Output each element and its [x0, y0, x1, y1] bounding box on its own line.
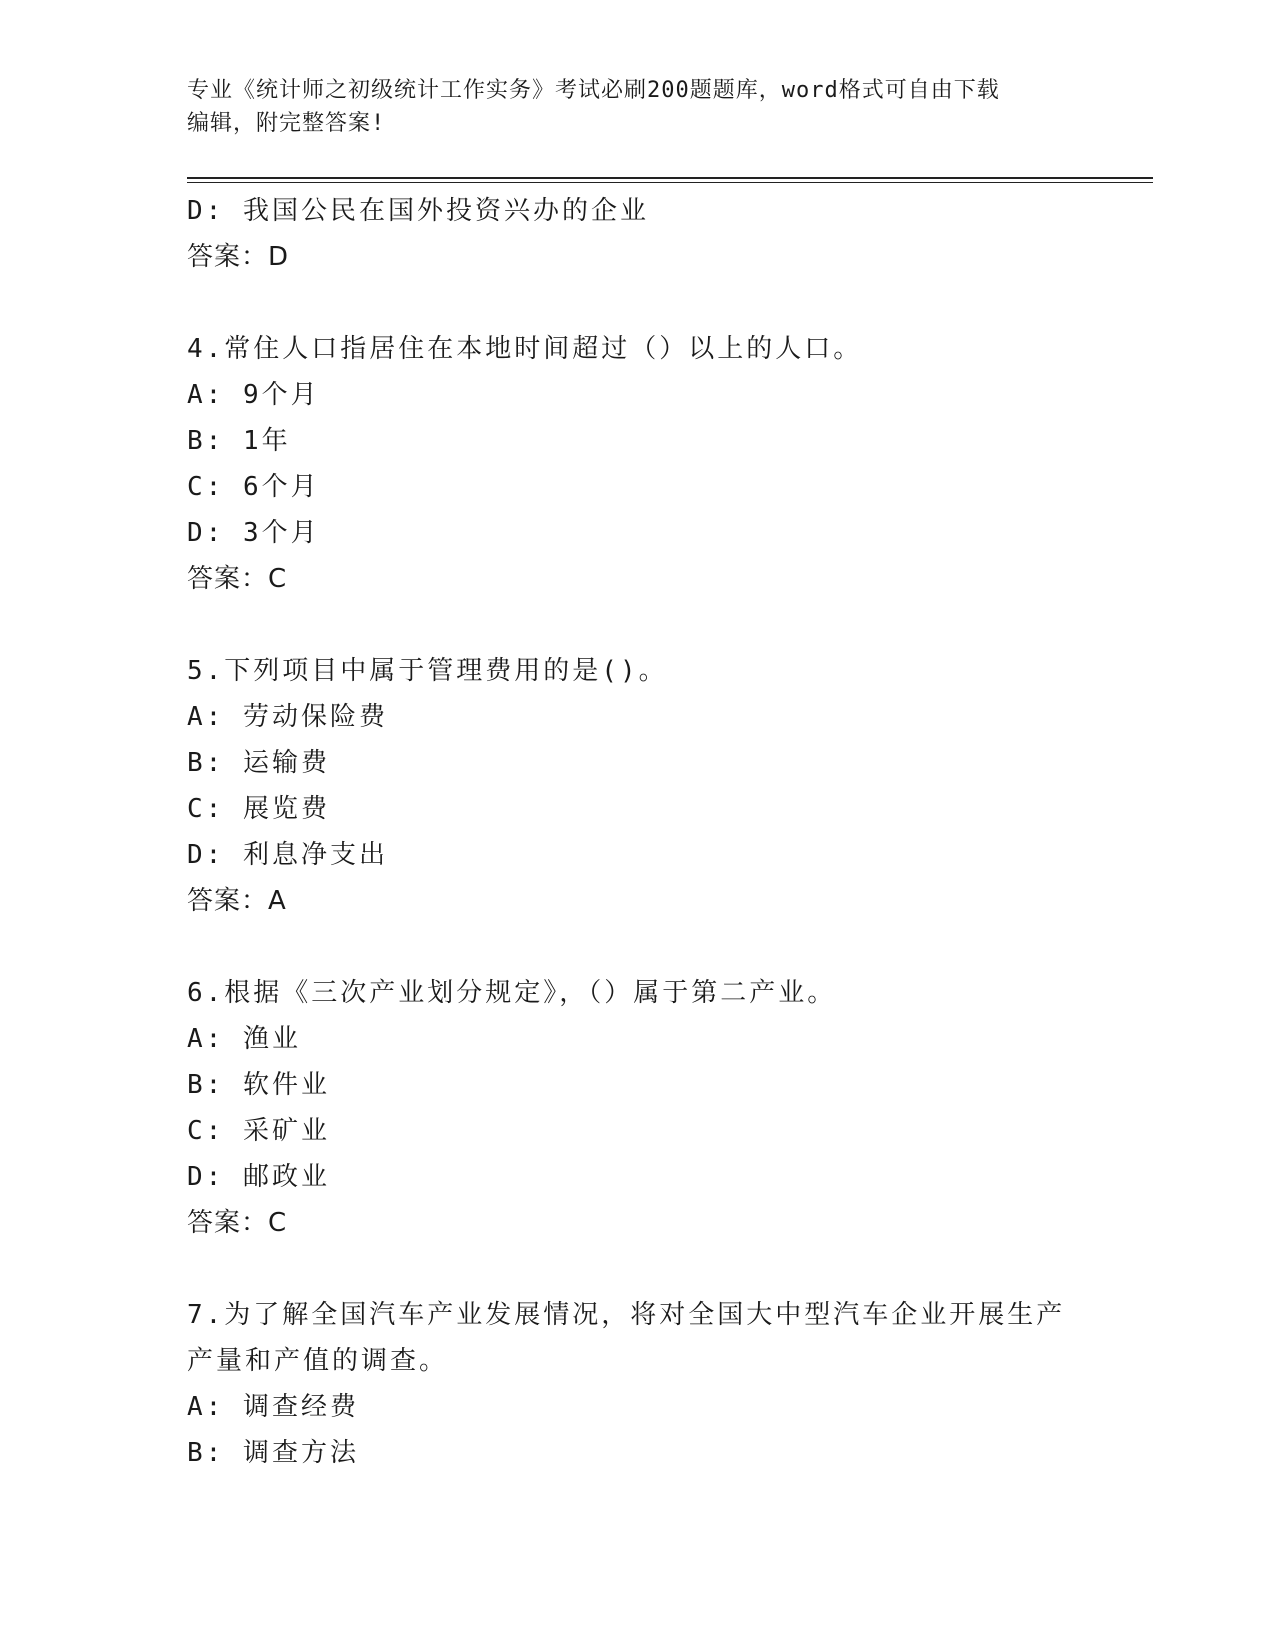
option-a: A: 渔业: [187, 1024, 301, 1054]
option-b: B: 调查方法: [187, 1438, 359, 1468]
option-d: D: 邮政业: [187, 1162, 330, 1192]
option-c: C: 采矿业: [187, 1116, 330, 1146]
header-line-2: 编辑，附完整答案!: [187, 111, 386, 136]
question-text: 4.常住人口指居住在本地时间超过（）以上的人口。: [187, 334, 863, 364]
question-block-3: [187, 188, 1087, 280]
question-text: 5.下列项目中属于管理费用的是()。: [187, 656, 668, 686]
option-a: A: 9个月: [187, 380, 320, 410]
option-b: B: 1年: [187, 426, 291, 456]
option-a: A: 调查经费: [187, 1392, 359, 1422]
option-b: B: 软件业: [187, 1070, 330, 1100]
answer-line: 答案：A: [187, 886, 287, 916]
header-line-1: 专业《统计师之初级统计工作实务》考试必刷200题题库，word格式可自由下载: [187, 78, 1000, 103]
option-a: A: 劳动保险费: [187, 702, 388, 732]
answer-line: 答案：D: [187, 242, 290, 272]
question-text: 6.根据《三次产业划分规定》，（）属于第二产业。: [187, 978, 837, 1008]
option-c: C: 展览费: [187, 794, 330, 824]
answer-line: 答案：C: [187, 564, 288, 594]
question-block-5: [187, 648, 1087, 924]
answer-line: 答案：C: [187, 1208, 288, 1238]
option-d: D: 利息净支出: [187, 840, 388, 870]
question-list: [187, 188, 1087, 1476]
option-d: D: 3个月: [187, 518, 320, 548]
option-c: C: 6个月: [187, 472, 320, 502]
document-header: [187, 74, 1087, 140]
header-divider-thick: [187, 177, 1153, 179]
question-text: 7.为了解全国汽车产业发展情况，将对全国大中型汽车企业开展生产: [187, 1300, 1066, 1330]
question-block-4: [187, 326, 1087, 602]
question-text-continued: 产量和产值的调查。: [187, 1346, 449, 1376]
option-b: B: 运输费: [187, 748, 330, 778]
question-block-6: [187, 970, 1087, 1246]
header-divider-thin: [187, 182, 1153, 183]
option-d: D: 我国公民在国外投资兴办的企业: [187, 196, 649, 226]
question-block-7: [187, 1292, 1087, 1476]
